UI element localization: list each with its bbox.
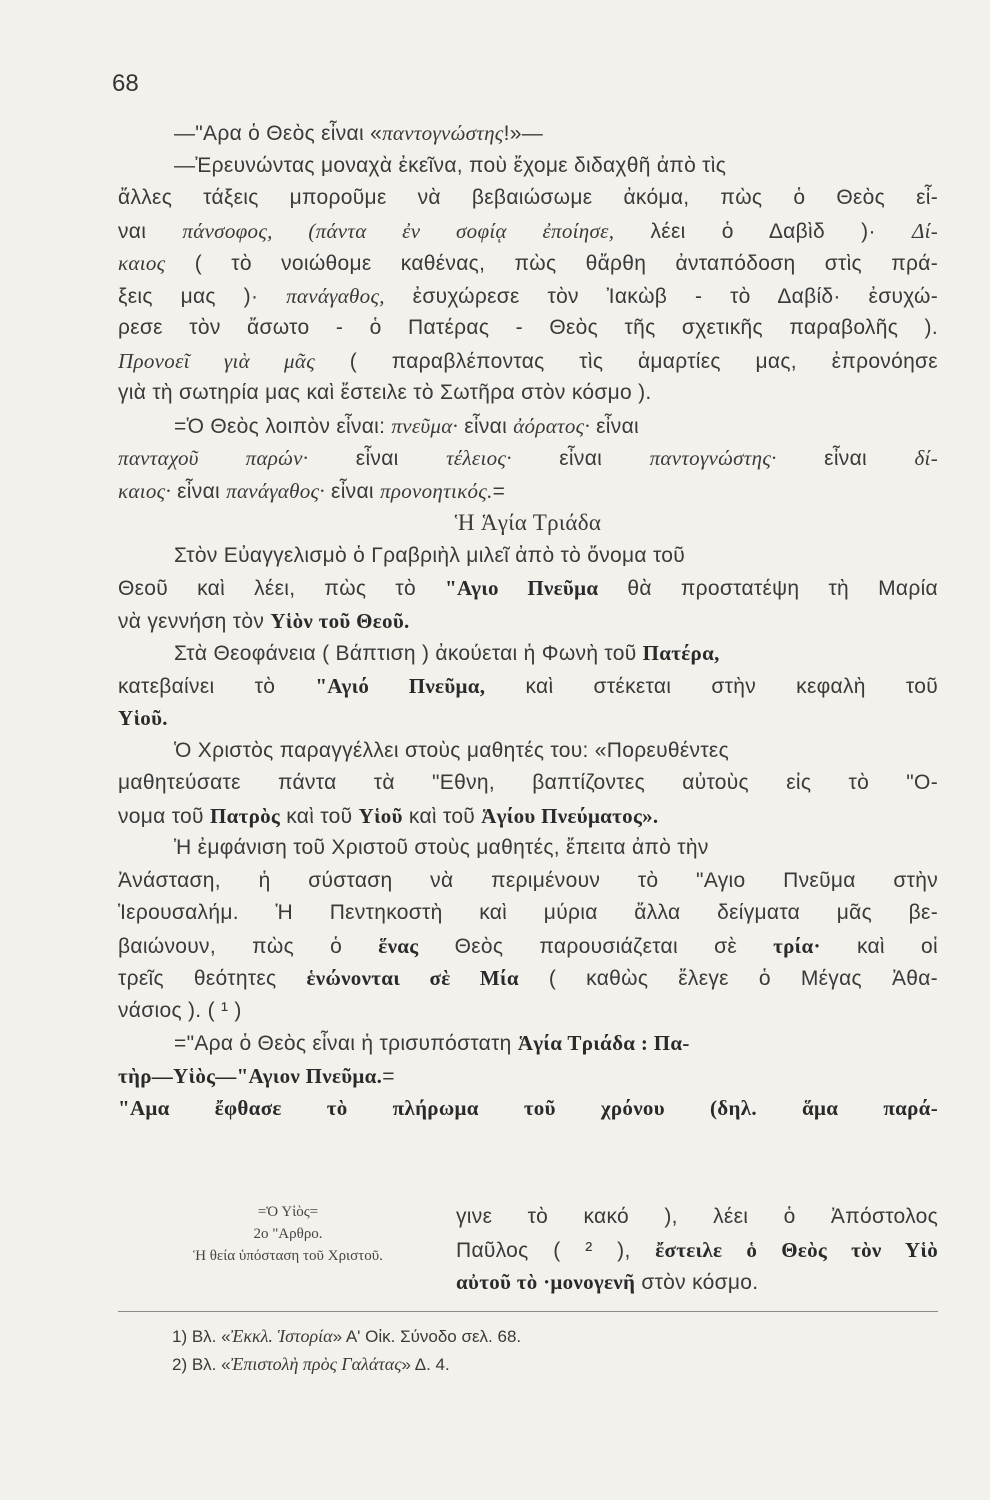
text-segment: ἀόρατος· <box>513 413 591 438</box>
text-segment: νομα τοῦ <box>118 804 210 828</box>
text-segment: βαιώνουν, πὼς ὁ <box>118 934 379 958</box>
text-segment: κατεβαίνει τὸ <box>118 674 316 698</box>
text-segment: προνοητικός. <box>380 478 493 503</box>
text-segment: παντογνώστης· <box>649 446 777 470</box>
text-line <box>118 702 938 735</box>
text-segment: γιὰ τὴ σωτηρία μας καὶ ἔστειλε τὸ Σωτῆρα στὸν κόσμο ). <box>118 381 652 404</box>
footnotes <box>172 1322 521 1378</box>
footnote-segment: Ἐπιστολὴ πρὸς Γαλάτας <box>230 1354 402 1374</box>
text-line <box>118 377 938 410</box>
text-segment: "Αγιό Πνεῦμα, <box>315 673 486 698</box>
text-line <box>118 475 938 508</box>
text-line <box>118 312 938 345</box>
text-segment: Υἱὸν τοῦ Θεοῦ. <box>270 608 410 633</box>
text-segment: =Ὁ Θεὸς λοιπὸν εἶναι: <box>174 414 392 438</box>
text-segment: ( καθὼς ἔλεγε ὁ Μέγας Ἀθα- <box>518 967 938 990</box>
text-segment: = <box>382 1064 395 1088</box>
text-line <box>118 832 938 865</box>
side-paragraph <box>456 1201 938 1299</box>
text-segment: εἶναι <box>590 414 639 438</box>
text-segment: εἶναι <box>324 479 381 503</box>
footnote-segment: 2) Βλ. « <box>172 1355 231 1374</box>
text-segment: εἶναι <box>458 414 514 438</box>
text-segment: —Ἐρευνώντας μοναχὰ ἐκεῖνα, ποὺ ἔχομε διδαχθῆ ἀπὸ τὶς <box>174 153 727 177</box>
text-line <box>118 930 938 963</box>
text-segment: ἄλλες τάξεις μποροῦμε νὰ βεβαιώσωμε ἀκόμα, πὼς ὁ Θεὸς εἶ- <box>118 186 938 209</box>
text-line <box>118 345 938 378</box>
main-text <box>118 117 938 1125</box>
text-line <box>118 117 938 150</box>
text-segment: θὰ προστατέψη τὴ Μαρία <box>598 577 938 600</box>
text-line <box>118 1060 938 1093</box>
text-segment: Δί- <box>911 218 938 243</box>
text-segment: πάνσοφος, (πάντα ἐν σοφίᾳ ἐποίησε, <box>182 218 615 243</box>
text-segment: εἶναι <box>511 447 650 470</box>
text-line <box>118 637 938 670</box>
footnote-segment: » Δ. 4. <box>401 1355 450 1374</box>
footnote <box>172 1350 521 1378</box>
text-segment: "Αγιο Πνεῦμα <box>445 576 599 600</box>
text-segment: καὶ τοῦ <box>280 804 359 828</box>
text-line <box>118 150 938 183</box>
text-segment: Στὸν Εὐαγγελισμὸ ὁ Γραβριὴλ μιλεῖ ἀπὸ τὸ ὄνομα τοῦ <box>174 543 686 567</box>
text-segment: εἶναι <box>776 447 915 470</box>
text-segment: ἐσυχώρεσε τὸν Ἰακὼβ - τὸ Δαβίδ· ἐσυχώ- <box>384 284 938 308</box>
text-segment: Ἡ Ἁγία Τριάδα <box>454 510 602 535</box>
text-segment: Θεοῦ καὶ λέει, πὼς τὸ <box>118 577 446 600</box>
text-segment: ρεσε τὸν ἄσωτο - ὁ Πατέρας - Θεὸς τῆς σχετικῆς παραβολῆς ). <box>118 316 938 339</box>
margin-note-line: Ἡ θεία ὑπόσταση τοῦ Χριστοῦ. <box>193 1248 383 1264</box>
text-segment: τρία· <box>773 933 821 958</box>
footnote-segment: Ἐκκλ. Ἱστορία <box>230 1326 333 1346</box>
footnote-divider <box>118 1311 938 1312</box>
text-segment: πανταχοῦ παρών· <box>118 446 309 470</box>
text-segment: μαθητεύσατε πάντα τὰ "Εθνη, βαπτίζοντες αὐτοὺς εἰς τὸ "Ο- <box>118 771 938 794</box>
footnote-segment: 1) Βλ. « <box>172 1327 231 1346</box>
text-line <box>118 800 938 833</box>
text-segment: ἕνας <box>378 933 419 958</box>
text-segment: τρεῖς θεότητες <box>118 967 307 990</box>
text-segment: Παῦλος ( ² ), <box>456 1238 656 1262</box>
text-segment: καιος· <box>118 478 172 503</box>
text-segment: Προνοεῖ γιὰ μᾶς <box>118 348 316 373</box>
text-segment: Ὁ Χριστὸς παραγγέλλει στοὺς μαθητές του: «Πορευθέντες <box>174 738 729 762</box>
text-segment: ξεις μας )· <box>118 284 287 308</box>
text-line <box>118 572 938 605</box>
text-line <box>118 897 938 930</box>
text-segment: Ἁγία Τριάδα : Πα- <box>517 1031 690 1055</box>
footnote-segment: » Α' Οἰκ. Σύνοδο σελ. 68. <box>332 1327 522 1346</box>
text-segment: Υἱοῦ. <box>118 706 168 730</box>
text-segment: εἶναι <box>308 447 447 470</box>
text-line <box>118 442 938 475</box>
text-line <box>118 247 938 280</box>
text-segment: Θεὸς παρουσιάζεται σὲ <box>418 934 774 958</box>
text-line <box>456 1234 938 1267</box>
text-segment: ἑνώνονται σὲ Μία <box>306 966 519 990</box>
text-segment: Πατρὸς <box>209 803 281 828</box>
text-segment: ( τὸ νοιώθομε καθένας, πὼς θἄρθη ἀνταπόδοση στὶς πρά- <box>165 252 938 275</box>
text-segment: ="Αρα ὁ Θεὸς εἶναι ἡ τρισυπόστατη <box>174 1032 518 1055</box>
section-heading <box>118 507 938 540</box>
text-line <box>118 962 938 995</box>
text-line <box>456 1201 938 1234</box>
margin-note-line: 2ο "Αρθρο. <box>253 1226 323 1242</box>
text-segment: Υἱοῦ <box>358 803 403 828</box>
text-segment: τὴρ—Υἱὸς—"Αγιον Πνεῦμα. <box>118 1063 383 1088</box>
text-segment: ἔστειλε ὁ Θεὸς τὸν Υἱὸ <box>655 1237 938 1262</box>
text-segment: νὰ γεννήση τὸν <box>118 609 271 633</box>
text-segment: λέει ὁ Δαβὶδ )· <box>614 219 912 243</box>
text-segment: παντογνώστης <box>382 121 504 145</box>
text-segment: δί- <box>914 446 938 470</box>
text-segment: καὶ τοῦ <box>402 804 482 828</box>
text-segment: νάσιος ). ( ¹ ) <box>118 998 242 1022</box>
text-segment: στὸν κόσμο. <box>635 1271 759 1294</box>
text-line <box>118 865 938 898</box>
text-segment: τέλειος· <box>446 446 512 470</box>
text-segment: ναι <box>118 219 183 243</box>
text-line <box>118 540 938 573</box>
text-segment: Στὰ Θεοφάνεια ( Βάπτιση ) ἀκούεται ἡ Φωνὴ τοῦ <box>174 642 643 665</box>
page-number: 68 <box>112 70 139 97</box>
text-segment: Ἱερουσαλήμ. Ἡ Πεντηκοστὴ καὶ μύρια ἄλλα δείγματα μᾶς βε- <box>118 901 938 924</box>
text-segment: καὶ οἱ <box>820 934 938 958</box>
footnote <box>172 1322 521 1350</box>
text-segment: γινε τὸ κακό ), λέει ὁ Ἀπόστολος <box>456 1205 938 1228</box>
text-line <box>456 1266 938 1299</box>
text-segment: πανάγαθος, <box>286 283 385 308</box>
text-line <box>118 1092 938 1125</box>
text-segment: "Αμα ἔφθασε τὸ πλήρωμα τοῦ χρόνου (δηλ. ἅμα παρά- <box>118 1096 938 1120</box>
text-line <box>118 767 938 800</box>
text-line <box>118 670 938 703</box>
text-segment: Ἡ ἐμφάνιση τοῦ Χριστοῦ στοὺς μαθητές, ἔπειτα ἀπὸ τὴν <box>174 836 709 859</box>
text-segment: —"Αρα ὁ Θεὸς εἶναι « <box>174 122 383 145</box>
text-segment: καιος <box>118 251 166 275</box>
text-segment: ( παραβλέποντας τὶς ἁμαρτίες μας, ἐπρονόησε <box>315 349 938 373</box>
text-segment: αὐτοῦ τὸ ·μονογενῆ <box>456 1270 636 1294</box>
text-segment: Ἀνάσταση, ἡ σύσταση νὰ περιμένουν τὸ "Αγιο Πνεῦμα στὴν <box>118 868 938 892</box>
text-segment: πνεῦμα· <box>391 413 459 438</box>
text-line <box>118 735 938 768</box>
margin-note <box>118 1201 458 1267</box>
text-line <box>118 410 938 443</box>
text-segment: Πατέρα, <box>642 641 720 665</box>
text-segment: Ἁγίου Πνεύματος». <box>481 803 659 828</box>
text-line <box>118 215 938 248</box>
text-segment: καὶ στέκεται στὴν κεφαλὴ τοῦ <box>485 674 938 698</box>
text-segment: = <box>492 479 506 503</box>
text-line <box>118 182 938 215</box>
text-segment: !»— <box>503 122 544 145</box>
margin-note-line: =Ὁ Υἱὸς= <box>257 1204 319 1220</box>
text-segment: πανάγαθος· <box>226 478 325 503</box>
text-line <box>118 1027 938 1060</box>
text-line <box>118 280 938 313</box>
text-line <box>118 605 938 638</box>
text-line <box>118 995 938 1028</box>
text-segment: εἶναι <box>171 479 227 503</box>
